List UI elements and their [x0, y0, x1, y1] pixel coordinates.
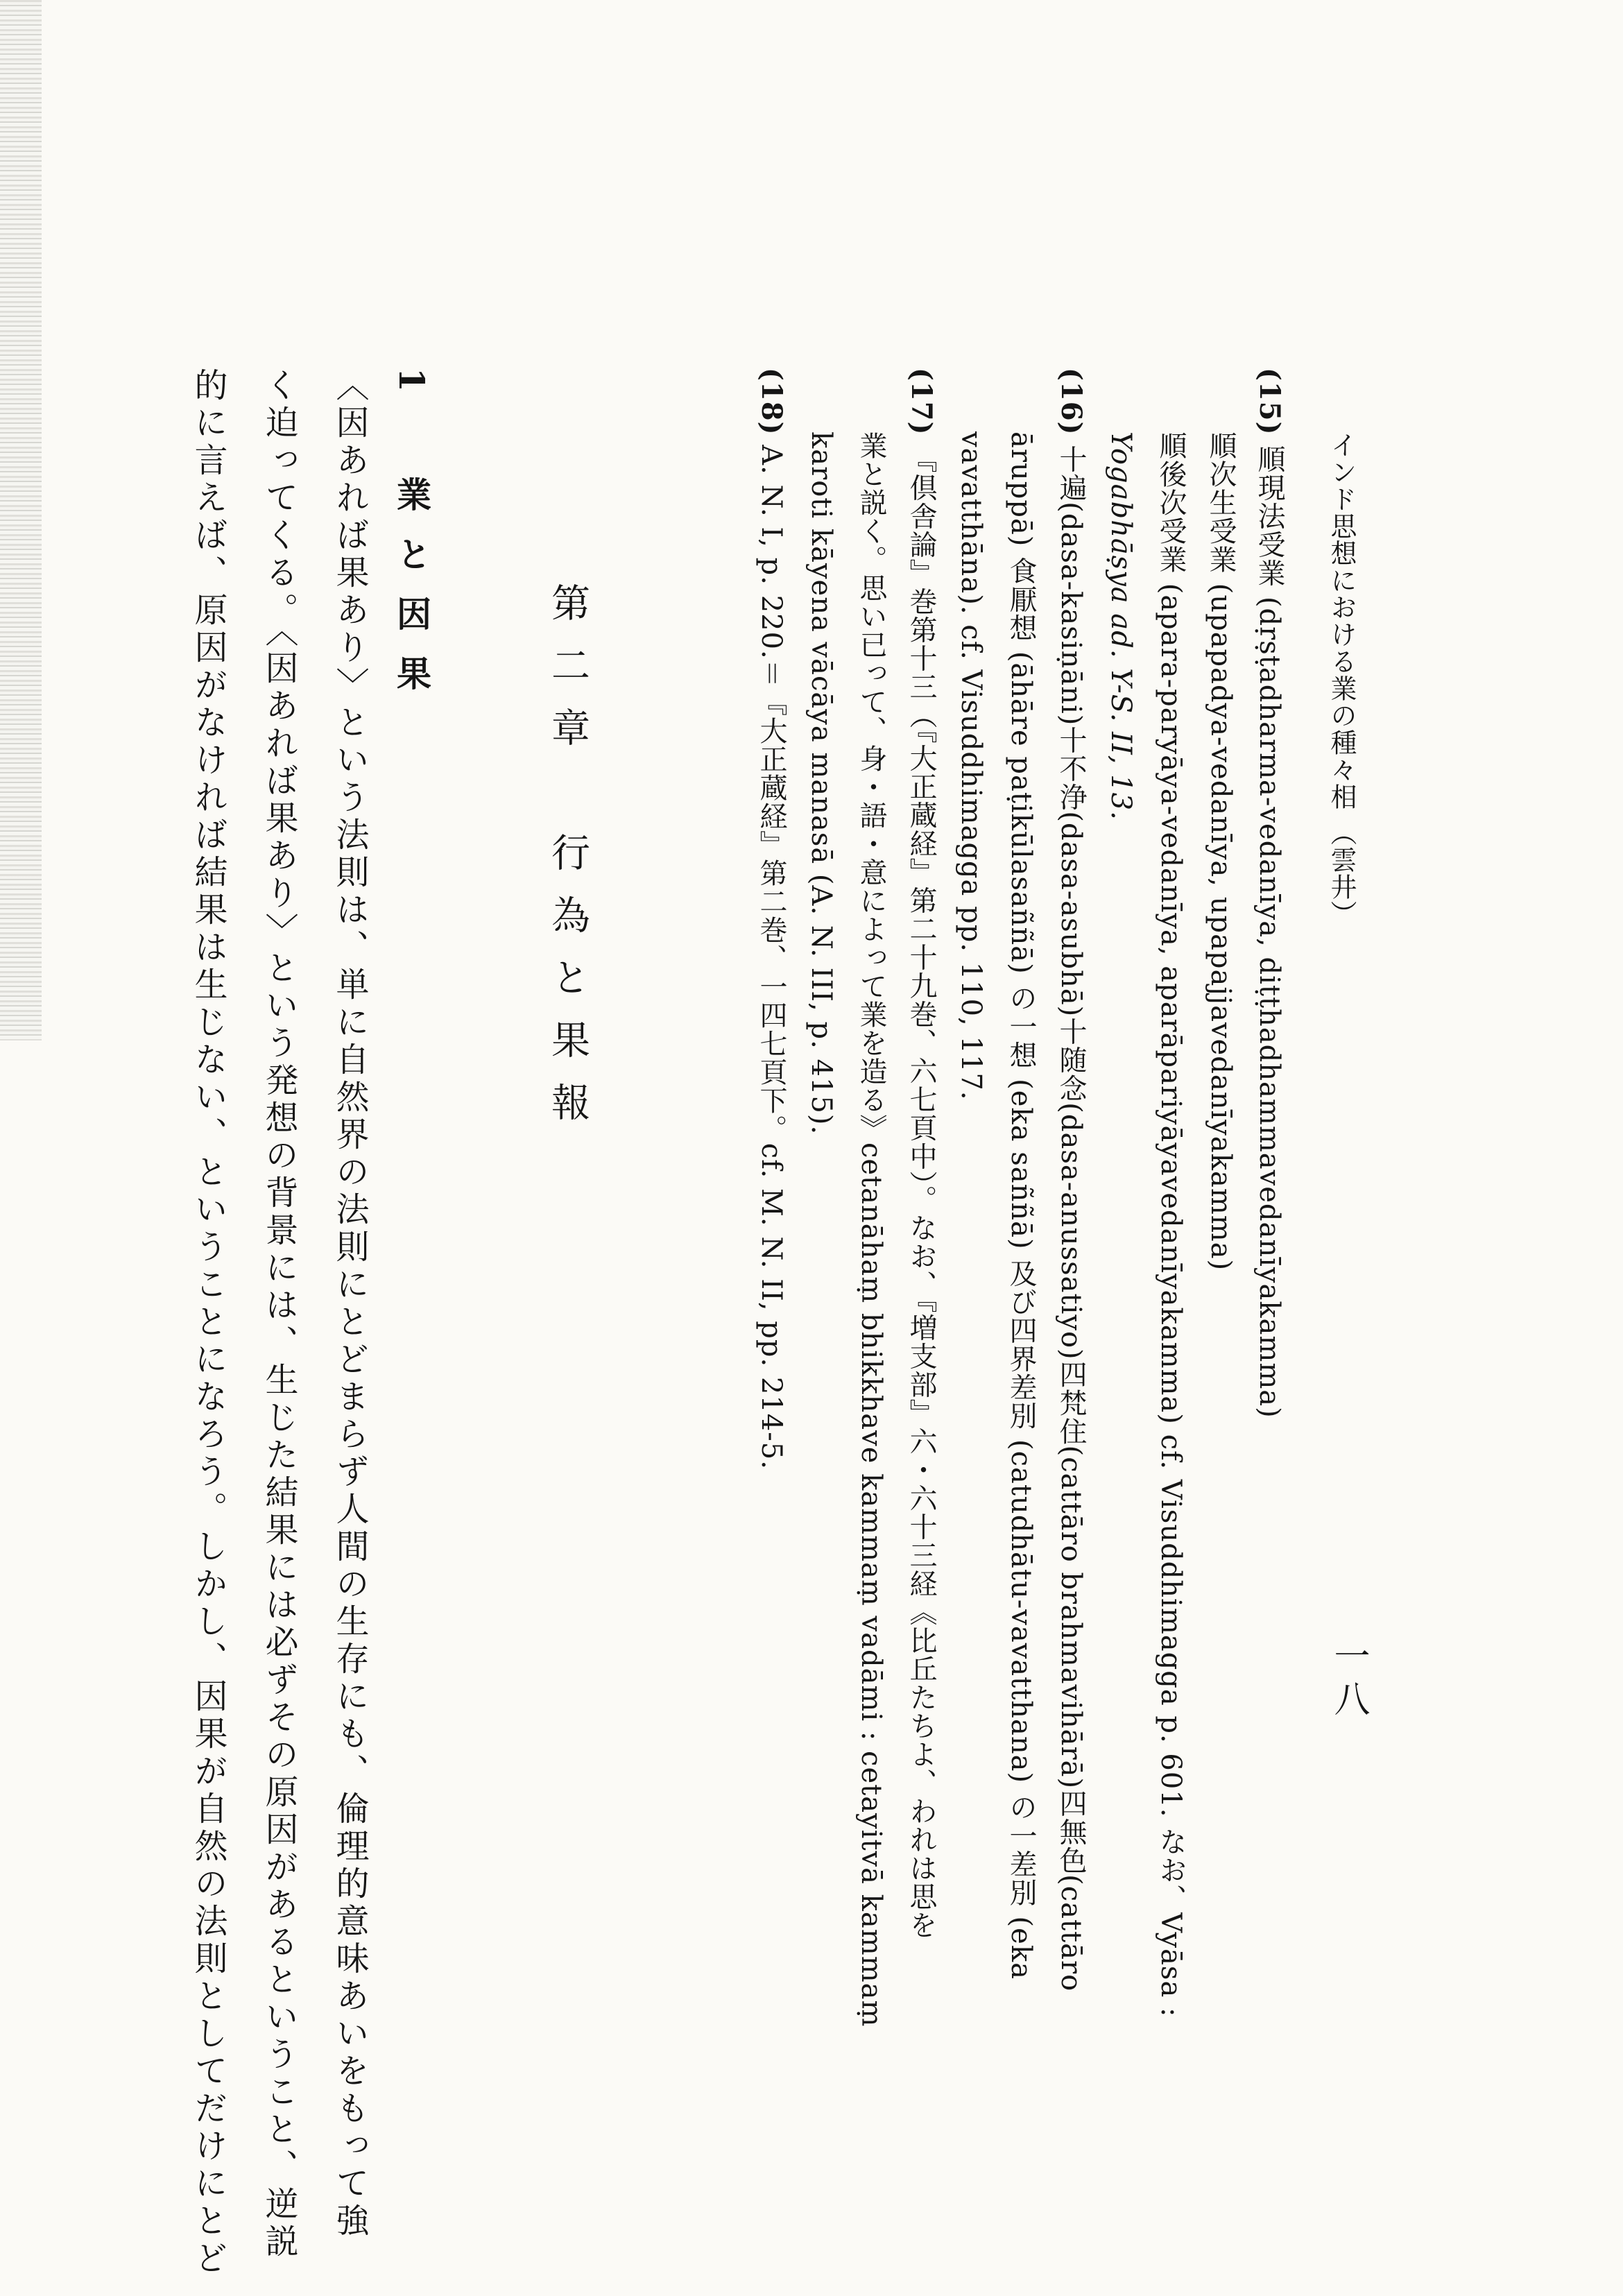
body-line-2: く迫ってくる。〈因あれば果あり〉という発想の背景には、生じた結果には必ずその原因があるということ、逆説 [259, 368, 298, 2261]
note-16-line-3: vavatthāna). cf. Visuddhimagga pp. 110, 117. [955, 431, 987, 1101]
chapter-title: 第二章 行為と果報 [545, 583, 590, 1145]
note-15-line-1 [1253, 368, 1286, 1419]
note-number: (17) [905, 368, 938, 436]
note-15-line-2: 順次生受業 (upapadya-vedanīya, upapajjavedanīyakamma) [1205, 431, 1237, 1271]
running-title: インド思想における業の種々相 （雲井） [1326, 431, 1357, 928]
note-text: 順現法受業 (dṛṣṭadharma-vedanīya, diṭṭhadhammavedanīyakamma) [1253, 445, 1285, 1419]
body-line-3: 的に言えば、原因がなければ結果は生じない、ということになろう。しかし、因果が自然の法則としてだけにとど [189, 368, 227, 2278]
note-17-line-1 [905, 368, 938, 1939]
body-line-1: 〈因あれば果あり〉という法則は、単に自然界の法則にとどまらず人間の生存にも、倫理的意味あいをもって強 [330, 368, 369, 2241]
page-number: 一八 [1328, 1637, 1369, 1723]
running-header [1328, 431, 1355, 927]
note-text: A. N. I, p. 220.＝『大正蔵経』第二巻、一四七頁下。cf. M. N. II, pp. 214-5. [755, 445, 787, 1470]
note-15-line-3: 順後次受業 (apara-paryāya-vedanīya, aparāpariyāyavedanīyakamma) cf. Visuddhimagga p. 601. なお、Vyāsa : [1155, 431, 1187, 2018]
scan-edge [0, 0, 42, 1040]
section-heading: 1 業と因果 [391, 368, 432, 715]
note-16-line-2: āruppā) 食厭想 (āhāre paṭikūlasaññā) の一想 (eka saññā) 及び四界差別 (catudhātu-vavatthana) の一差別 (eka [1005, 431, 1037, 1980]
note-number: (15) [1253, 368, 1286, 436]
note-17-line-3: karoti kāyena vācāya manasā (A. N. III, p. 415). [805, 431, 837, 1136]
note-number: (16) [1055, 368, 1088, 436]
note-18-line-1 [755, 368, 788, 1470]
note-text: 十遍(dasa-kasiṇāni)十不浄(dasa-asubhā)十随念(dasa-anussatiyo)四梵住(cattāro brahmavihārā)四無色(cattāro [1055, 445, 1087, 1992]
note-16-line-1 [1055, 368, 1088, 1992]
note-text: 『倶舎論』巻第十三（『大正蔵経』第二十九巻、六七頁中）。なお、『増支部』六・六十三経《比丘たちよ、われは思を [905, 445, 937, 1939]
note-number: (18) [755, 368, 788, 436]
note-17-line-2: 業と説く。思い已って、身・語・意によって業を造る》cetanāhaṃ bhikkhave kammaṃ vadāmi : cetayitvā kammaṃ [855, 431, 887, 2028]
note-15-line-4: Yogabhāṣya ad. Y-S. II, 13. [1105, 431, 1137, 821]
